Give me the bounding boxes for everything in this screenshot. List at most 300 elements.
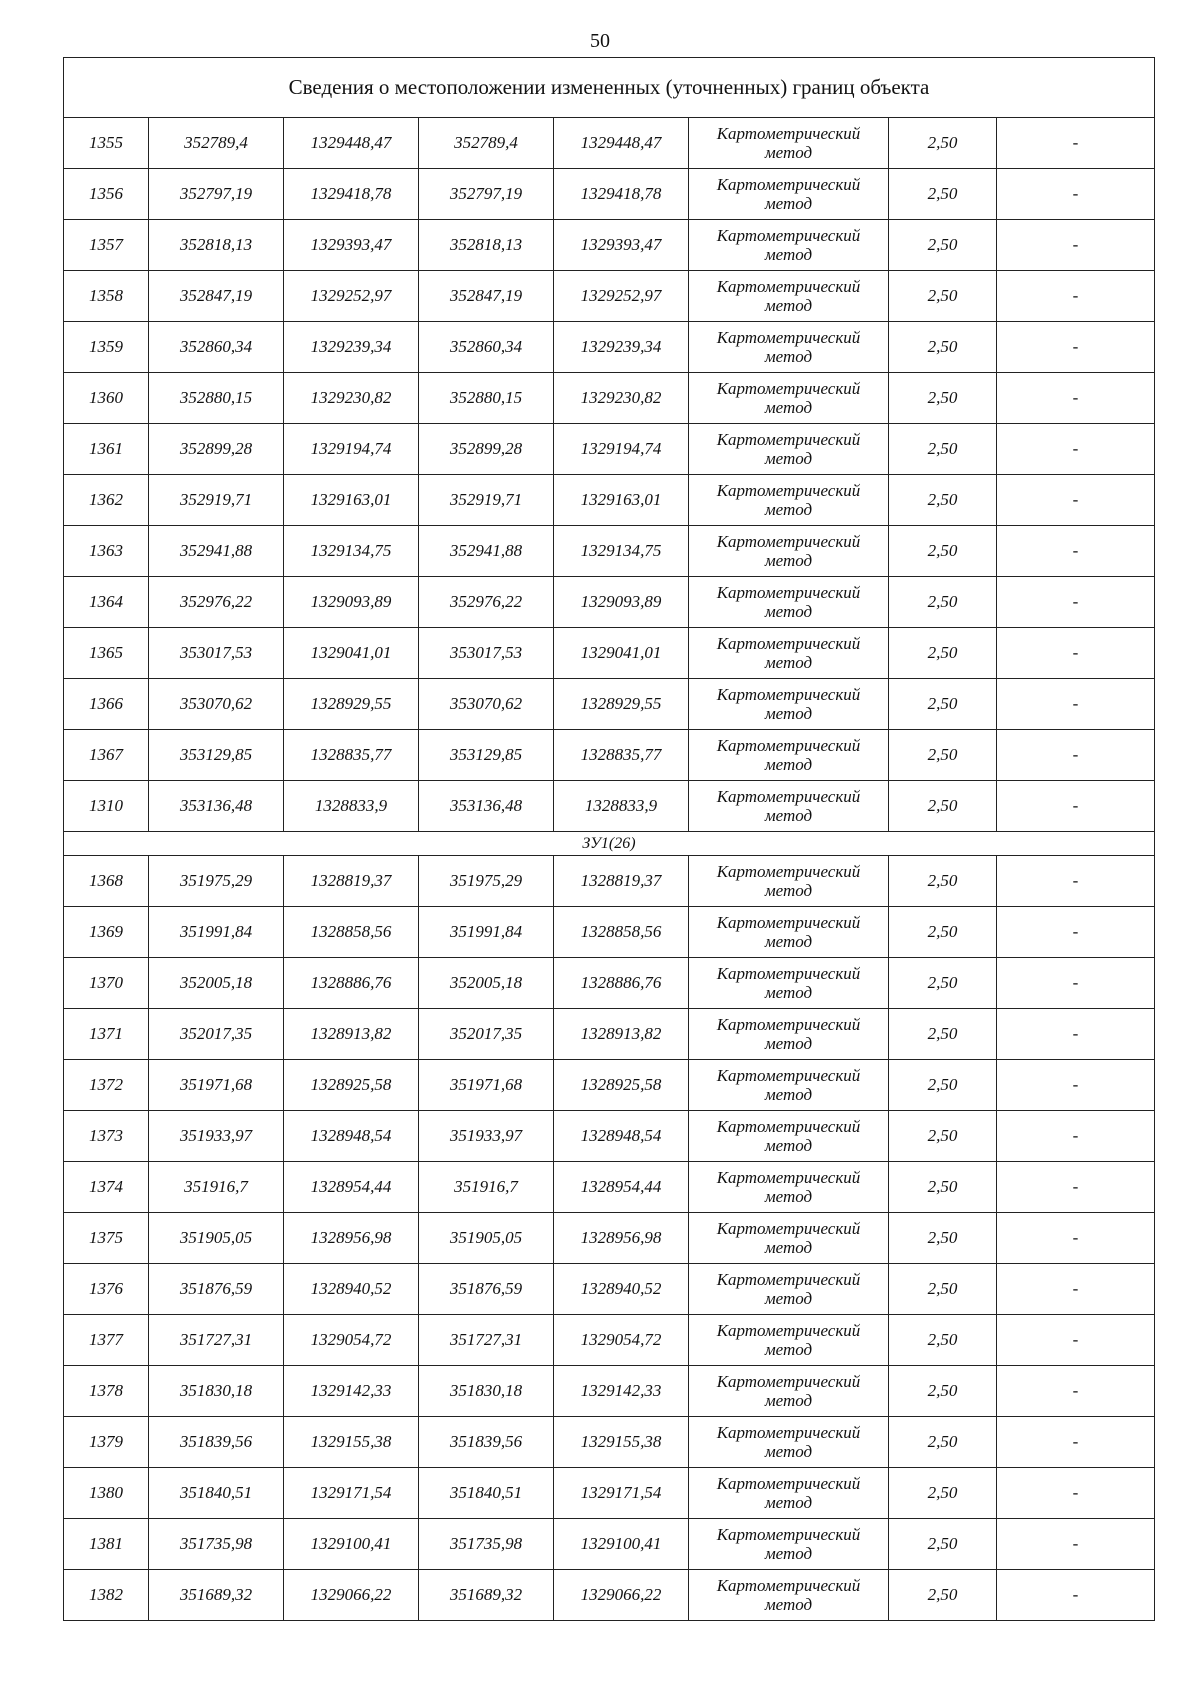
table-row <box>64 322 1155 373</box>
table-body <box>64 58 1155 1621</box>
point-number: 1362 <box>64 475 149 526</box>
y-existing: 1328956,98 <box>284 1213 419 1264</box>
x-existing: 352847,19 <box>149 271 284 322</box>
y-refined: 1328858,56 <box>554 907 689 958</box>
method-line-1: Картометрический <box>716 913 861 932</box>
x-refined: 352797,19 <box>419 169 554 220</box>
table-row <box>64 1264 1155 1315</box>
point-number: 1364 <box>64 577 149 628</box>
table-row <box>64 958 1155 1009</box>
description: - <box>997 1009 1155 1060</box>
y-existing: 1329194,74 <box>284 424 419 475</box>
method-line-1: Картометрический <box>716 379 861 398</box>
precision: 2,50 <box>889 1162 997 1213</box>
point-number: 1376 <box>64 1264 149 1315</box>
method-line-2: метод <box>764 194 813 213</box>
method-cell <box>689 628 889 679</box>
method-line-1: Картометрический <box>716 124 861 143</box>
y-refined: 1329171,54 <box>554 1468 689 1519</box>
description: - <box>997 424 1155 475</box>
x-existing: 352017,35 <box>149 1009 284 1060</box>
point-number: 1361 <box>64 424 149 475</box>
description: - <box>997 907 1155 958</box>
method-cell <box>689 1213 889 1264</box>
description: - <box>997 169 1155 220</box>
method-line-2: метод <box>764 143 813 162</box>
point-number: 1378 <box>64 1366 149 1417</box>
point-number: 1372 <box>64 1060 149 1111</box>
description: - <box>997 1111 1155 1162</box>
table-row <box>64 1417 1155 1468</box>
table-row <box>64 781 1155 832</box>
method-cell <box>689 1417 889 1468</box>
method-line-1: Картометрический <box>716 328 861 347</box>
y-refined: 1328925,58 <box>554 1060 689 1111</box>
method-cell <box>689 1519 889 1570</box>
method-cell <box>689 475 889 526</box>
method-cell <box>689 577 889 628</box>
method-cell <box>689 526 889 577</box>
method-line-1: Картометрический <box>716 1576 861 1595</box>
table-row <box>64 679 1155 730</box>
y-refined: 1329100,41 <box>554 1519 689 1570</box>
y-existing: 1328948,54 <box>284 1111 419 1162</box>
table-title-row <box>64 58 1155 118</box>
precision: 2,50 <box>889 730 997 781</box>
x-refined: 351991,84 <box>419 907 554 958</box>
y-existing: 1328835,77 <box>284 730 419 781</box>
table-row <box>64 1519 1155 1570</box>
y-refined: 1329448,47 <box>554 118 689 169</box>
y-existing: 1329239,34 <box>284 322 419 373</box>
x-refined: 351905,05 <box>419 1213 554 1264</box>
method-line-1: Картометрический <box>716 862 861 881</box>
x-existing: 352005,18 <box>149 958 284 1009</box>
point-number: 1360 <box>64 373 149 424</box>
method-cell <box>689 856 889 907</box>
method-cell <box>689 118 889 169</box>
y-refined: 1329418,78 <box>554 169 689 220</box>
point-number: 1359 <box>64 322 149 373</box>
method-line-2: метод <box>764 932 813 951</box>
y-existing: 1328940,52 <box>284 1264 419 1315</box>
description: - <box>997 856 1155 907</box>
y-existing: 1328858,56 <box>284 907 419 958</box>
x-existing: 352818,13 <box>149 220 284 271</box>
point-number: 1374 <box>64 1162 149 1213</box>
x-existing: 351905,05 <box>149 1213 284 1264</box>
method-cell <box>689 1264 889 1315</box>
precision: 2,50 <box>889 1060 997 1111</box>
method-line-1: Картометрический <box>716 481 861 500</box>
precision: 2,50 <box>889 220 997 271</box>
table-row <box>64 475 1155 526</box>
description: - <box>997 373 1155 424</box>
y-refined: 1328913,82 <box>554 1009 689 1060</box>
point-number: 1355 <box>64 118 149 169</box>
x-refined: 352976,22 <box>419 577 554 628</box>
x-existing: 352919,71 <box>149 475 284 526</box>
x-refined: 351933,97 <box>419 1111 554 1162</box>
x-existing: 351971,68 <box>149 1060 284 1111</box>
table-row <box>64 118 1155 169</box>
x-existing: 352976,22 <box>149 577 284 628</box>
y-existing: 1328833,9 <box>284 781 419 832</box>
method-line-1: Картометрический <box>716 1117 861 1136</box>
method-line-2: метод <box>764 755 813 774</box>
precision: 2,50 <box>889 1417 997 1468</box>
method-line-2: метод <box>764 1391 813 1410</box>
description: - <box>997 1162 1155 1213</box>
precision: 2,50 <box>889 118 997 169</box>
y-refined: 1329134,75 <box>554 526 689 577</box>
table-row <box>64 1060 1155 1111</box>
point-number: 1382 <box>64 1570 149 1621</box>
precision: 2,50 <box>889 1519 997 1570</box>
description: - <box>997 958 1155 1009</box>
x-refined: 351971,68 <box>419 1060 554 1111</box>
method-line-1: Картометрический <box>716 1372 861 1391</box>
x-existing: 351689,32 <box>149 1570 284 1621</box>
precision: 2,50 <box>889 271 997 322</box>
method-cell <box>689 1009 889 1060</box>
description: - <box>997 1468 1155 1519</box>
method-line-1: Картометрический <box>716 583 861 602</box>
x-refined: 352919,71 <box>419 475 554 526</box>
y-refined: 1328886,76 <box>554 958 689 1009</box>
method-line-1: Картометрический <box>716 1168 861 1187</box>
point-number: 1373 <box>64 1111 149 1162</box>
y-existing: 1328913,82 <box>284 1009 419 1060</box>
method-cell <box>689 322 889 373</box>
method-line-1: Картометрический <box>716 964 861 983</box>
method-line-1: Картометрический <box>716 430 861 449</box>
x-refined: 352847,19 <box>419 271 554 322</box>
x-existing: 352789,4 <box>149 118 284 169</box>
method-cell <box>689 730 889 781</box>
precision: 2,50 <box>889 1111 997 1162</box>
precision: 2,50 <box>889 958 997 1009</box>
y-existing: 1329171,54 <box>284 1468 419 1519</box>
x-existing: 352941,88 <box>149 526 284 577</box>
method-line-2: метод <box>764 806 813 825</box>
x-refined: 353017,53 <box>419 628 554 679</box>
x-refined: 352880,15 <box>419 373 554 424</box>
method-line-2: метод <box>764 653 813 672</box>
precision: 2,50 <box>889 856 997 907</box>
y-existing: 1329163,01 <box>284 475 419 526</box>
precision: 2,50 <box>889 373 997 424</box>
x-existing: 351916,7 <box>149 1162 284 1213</box>
y-refined: 1329155,38 <box>554 1417 689 1468</box>
point-number: 1358 <box>64 271 149 322</box>
x-existing: 352880,15 <box>149 373 284 424</box>
precision: 2,50 <box>889 1468 997 1519</box>
y-existing: 1329093,89 <box>284 577 419 628</box>
method-cell <box>689 169 889 220</box>
x-existing: 351933,97 <box>149 1111 284 1162</box>
table-row <box>64 1366 1155 1417</box>
y-refined: 1328954,44 <box>554 1162 689 1213</box>
method-line-1: Картометрический <box>716 634 861 653</box>
x-existing: 351991,84 <box>149 907 284 958</box>
x-refined: 352941,88 <box>419 526 554 577</box>
precision: 2,50 <box>889 424 997 475</box>
method-line-1: Картометрический <box>716 532 861 551</box>
method-cell <box>689 220 889 271</box>
y-refined: 1329230,82 <box>554 373 689 424</box>
method-line-1: Картометрический <box>716 1525 861 1544</box>
method-line-2: метод <box>764 1493 813 1512</box>
method-cell <box>689 1315 889 1366</box>
point-number: 1375 <box>64 1213 149 1264</box>
y-existing: 1328954,44 <box>284 1162 419 1213</box>
point-number: 1381 <box>64 1519 149 1570</box>
table-row <box>64 1570 1155 1621</box>
precision: 2,50 <box>889 322 997 373</box>
table-row <box>64 628 1155 679</box>
point-number: 1369 <box>64 907 149 958</box>
y-refined: 1329054,72 <box>554 1315 689 1366</box>
y-refined: 1328929,55 <box>554 679 689 730</box>
precision: 2,50 <box>889 475 997 526</box>
method-cell <box>689 679 889 730</box>
precision: 2,50 <box>889 781 997 832</box>
point-number: 1380 <box>64 1468 149 1519</box>
method-line-2: метод <box>764 551 813 570</box>
method-line-2: метод <box>764 296 813 315</box>
method-cell <box>689 1570 889 1621</box>
method-line-2: метод <box>764 1187 813 1206</box>
y-existing: 1329134,75 <box>284 526 419 577</box>
description: - <box>997 526 1155 577</box>
method-line-2: метод <box>764 602 813 621</box>
table-row <box>64 907 1155 958</box>
description: - <box>997 322 1155 373</box>
method-line-2: метод <box>764 1340 813 1359</box>
x-refined: 352899,28 <box>419 424 554 475</box>
description: - <box>997 1060 1155 1111</box>
table-row <box>64 424 1155 475</box>
method-line-2: метод <box>764 398 813 417</box>
table-row <box>64 1213 1155 1264</box>
method-line-1: Картометрический <box>716 1066 861 1085</box>
method-line-2: метод <box>764 1034 813 1053</box>
precision: 2,50 <box>889 577 997 628</box>
x-existing: 351876,59 <box>149 1264 284 1315</box>
table-row <box>64 1468 1155 1519</box>
method-line-1: Картометрический <box>716 1219 861 1238</box>
x-refined: 351839,56 <box>419 1417 554 1468</box>
table-row <box>64 271 1155 322</box>
method-line-2: метод <box>764 449 813 468</box>
x-existing: 351727,31 <box>149 1315 284 1366</box>
method-cell <box>689 958 889 1009</box>
method-cell <box>689 1111 889 1162</box>
precision: 2,50 <box>889 1213 997 1264</box>
method-line-1: Картометрический <box>716 736 861 755</box>
table-row <box>64 1315 1155 1366</box>
y-existing: 1329252,97 <box>284 271 419 322</box>
method-cell <box>689 1060 889 1111</box>
x-existing: 351839,56 <box>149 1417 284 1468</box>
x-refined: 351916,7 <box>419 1162 554 1213</box>
description: - <box>997 1417 1155 1468</box>
method-line-2: метод <box>764 1085 813 1104</box>
y-refined: 1329239,34 <box>554 322 689 373</box>
point-number: 1370 <box>64 958 149 1009</box>
table-row <box>64 373 1155 424</box>
method-line-1: Картометрический <box>716 1015 861 1034</box>
x-refined: 351830,18 <box>419 1366 554 1417</box>
precision: 2,50 <box>889 1315 997 1366</box>
x-refined: 353129,85 <box>419 730 554 781</box>
x-existing: 352797,19 <box>149 169 284 220</box>
precision: 2,50 <box>889 169 997 220</box>
method-line-2: метод <box>764 1238 813 1257</box>
x-existing: 353129,85 <box>149 730 284 781</box>
description: - <box>997 271 1155 322</box>
method-line-1: Картометрический <box>716 685 861 704</box>
method-line-1: Картометрический <box>716 787 861 806</box>
y-refined: 1329163,01 <box>554 475 689 526</box>
y-existing: 1329054,72 <box>284 1315 419 1366</box>
precision: 2,50 <box>889 907 997 958</box>
y-existing: 1329448,47 <box>284 118 419 169</box>
x-refined: 353136,48 <box>419 781 554 832</box>
boundary-coordinates-table <box>63 57 1155 1621</box>
x-existing: 351830,18 <box>149 1366 284 1417</box>
description: - <box>997 730 1155 781</box>
section-label: ЗУ1(26) <box>64 832 1155 856</box>
point-number: 1367 <box>64 730 149 781</box>
y-existing: 1329142,33 <box>284 1366 419 1417</box>
description: - <box>997 118 1155 169</box>
x-refined: 351840,51 <box>419 1468 554 1519</box>
point-number: 1310 <box>64 781 149 832</box>
y-refined: 1328940,52 <box>554 1264 689 1315</box>
method-line-2: метод <box>764 245 813 264</box>
method-line-1: Картометрический <box>716 226 861 245</box>
method-cell <box>689 424 889 475</box>
x-refined: 352860,34 <box>419 322 554 373</box>
x-existing: 351975,29 <box>149 856 284 907</box>
method-line-2: метод <box>764 500 813 519</box>
method-line-2: метод <box>764 1544 813 1563</box>
method-line-2: метод <box>764 1595 813 1614</box>
x-refined: 351975,29 <box>419 856 554 907</box>
method-cell <box>689 373 889 424</box>
description: - <box>997 1315 1155 1366</box>
x-refined: 352789,4 <box>419 118 554 169</box>
x-refined: 351876,59 <box>419 1264 554 1315</box>
description: - <box>997 220 1155 271</box>
method-line-1: Картометрический <box>716 175 861 194</box>
precision: 2,50 <box>889 526 997 577</box>
method-line-2: метод <box>764 1136 813 1155</box>
point-number: 1365 <box>64 628 149 679</box>
method-line-2: метод <box>764 1442 813 1461</box>
y-existing: 1329066,22 <box>284 1570 419 1621</box>
description: - <box>997 475 1155 526</box>
y-existing: 1329393,47 <box>284 220 419 271</box>
precision: 2,50 <box>889 1009 997 1060</box>
point-number: 1357 <box>64 220 149 271</box>
point-number: 1371 <box>64 1009 149 1060</box>
precision: 2,50 <box>889 1570 997 1621</box>
description: - <box>997 628 1155 679</box>
y-refined: 1329142,33 <box>554 1366 689 1417</box>
table-row <box>64 1009 1155 1060</box>
point-number: 1363 <box>64 526 149 577</box>
method-line-2: метод <box>764 704 813 723</box>
x-existing: 351840,51 <box>149 1468 284 1519</box>
table-row <box>64 1111 1155 1162</box>
y-refined: 1329066,22 <box>554 1570 689 1621</box>
y-existing: 1329100,41 <box>284 1519 419 1570</box>
method-cell <box>689 1366 889 1417</box>
table-row <box>64 577 1155 628</box>
x-refined: 351689,32 <box>419 1570 554 1621</box>
y-refined: 1328835,77 <box>554 730 689 781</box>
method-line-1: Картометрический <box>716 1474 861 1493</box>
y-existing: 1329230,82 <box>284 373 419 424</box>
table-title: Сведения о местоположении измененных (уточненных) границ объекта <box>64 58 1155 118</box>
y-refined: 1329393,47 <box>554 220 689 271</box>
description: - <box>997 1264 1155 1315</box>
y-refined: 1328833,9 <box>554 781 689 832</box>
y-existing: 1328886,76 <box>284 958 419 1009</box>
y-refined: 1328956,98 <box>554 1213 689 1264</box>
x-refined: 351735,98 <box>419 1519 554 1570</box>
x-existing: 353017,53 <box>149 628 284 679</box>
precision: 2,50 <box>889 679 997 730</box>
section-label-row <box>64 832 1155 856</box>
precision: 2,50 <box>889 628 997 679</box>
table-row <box>64 856 1155 907</box>
y-refined: 1328819,37 <box>554 856 689 907</box>
point-number: 1368 <box>64 856 149 907</box>
y-existing: 1328819,37 <box>284 856 419 907</box>
point-number: 1379 <box>64 1417 149 1468</box>
x-existing: 353070,62 <box>149 679 284 730</box>
description: - <box>997 781 1155 832</box>
method-line-1: Картометрический <box>716 1270 861 1289</box>
x-refined: 352017,35 <box>419 1009 554 1060</box>
table-row <box>64 730 1155 781</box>
method-cell <box>689 271 889 322</box>
method-line-2: метод <box>764 347 813 366</box>
table-row <box>64 1162 1155 1213</box>
point-number: 1366 <box>64 679 149 730</box>
method-line-2: метод <box>764 881 813 900</box>
x-refined: 352005,18 <box>419 958 554 1009</box>
description: - <box>997 1519 1155 1570</box>
x-existing: 353136,48 <box>149 781 284 832</box>
description: - <box>997 679 1155 730</box>
x-existing: 352860,34 <box>149 322 284 373</box>
y-existing: 1329041,01 <box>284 628 419 679</box>
table-row <box>64 169 1155 220</box>
description: - <box>997 1570 1155 1621</box>
method-cell <box>689 1162 889 1213</box>
point-number: 1356 <box>64 169 149 220</box>
method-cell <box>689 781 889 832</box>
description: - <box>997 577 1155 628</box>
y-refined: 1328948,54 <box>554 1111 689 1162</box>
y-existing: 1328929,55 <box>284 679 419 730</box>
y-refined: 1329093,89 <box>554 577 689 628</box>
